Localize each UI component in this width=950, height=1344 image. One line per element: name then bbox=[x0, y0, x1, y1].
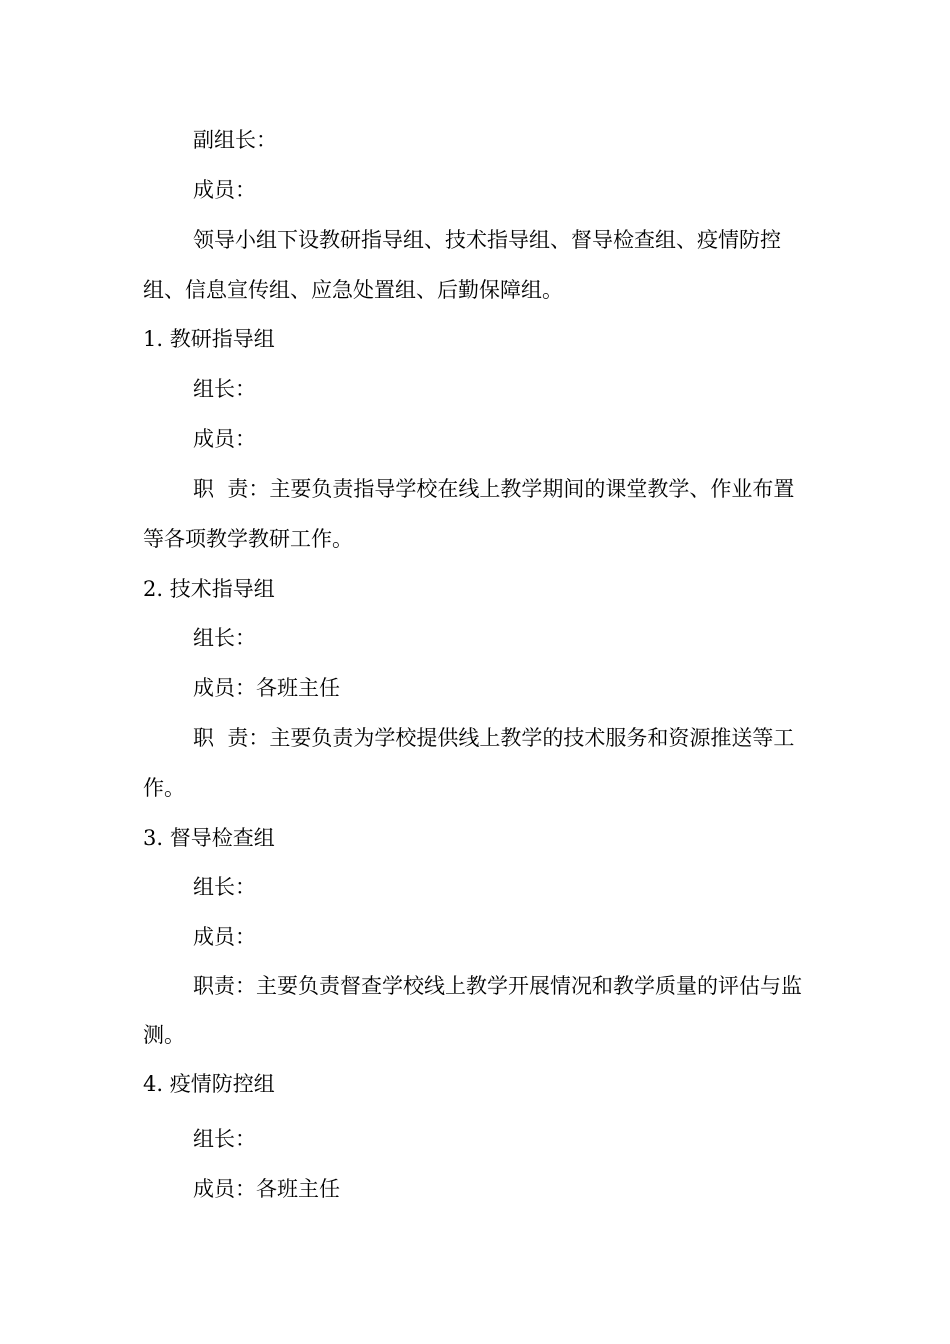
supervision-leader-line: 组长： bbox=[193, 875, 256, 899]
section-heading-supervision: 3. 督导检查组 bbox=[143, 826, 275, 850]
technical-duty-line: 职 责：主要负责为学校提供线上教学的技术服务和资源推送等工 bbox=[193, 726, 795, 750]
technical-leader-line: 组长： bbox=[193, 626, 256, 650]
supervision-members-line: 成员： bbox=[193, 925, 256, 949]
technical-members-line: 成员：各班主任 bbox=[193, 676, 340, 700]
teaching-research-duty-line: 职 责：主要负责指导学校在线上教学期间的课堂教学、作业布置 bbox=[193, 477, 795, 501]
teaching-research-duty-continuation: 等各项教学教研工作。 bbox=[143, 527, 353, 551]
technical-duty-continuation: 作。 bbox=[143, 776, 185, 800]
section-heading-teaching-research: 1. 教研指导组 bbox=[143, 327, 275, 351]
epidemic-control-leader-line: 组长： bbox=[193, 1127, 256, 1151]
teaching-research-leader-line: 组长： bbox=[193, 377, 256, 401]
subgroups-intro-continuation: 组、信息宣传组、应急处置组、后勤保障组。 bbox=[143, 278, 563, 302]
section-heading-technical: 2. 技术指导组 bbox=[143, 577, 275, 601]
supervision-duty-continuation: 测。 bbox=[143, 1023, 185, 1047]
subgroups-intro-line: 领导小组下设教研指导组、技术指导组、督导检查组、疫情防控 bbox=[193, 228, 781, 252]
supervision-duty-line: 职责：主要负责督查学校线上教学开展情况和教学质量的评估与监 bbox=[193, 974, 802, 998]
vice-leader-line: 副组长： bbox=[193, 128, 277, 152]
section-heading-epidemic-control: 4. 疫情防控组 bbox=[143, 1072, 275, 1096]
members-line: 成员： bbox=[193, 178, 256, 202]
teaching-research-members-line: 成员： bbox=[193, 427, 256, 451]
epidemic-control-members-line: 成员：各班主任 bbox=[193, 1177, 340, 1201]
